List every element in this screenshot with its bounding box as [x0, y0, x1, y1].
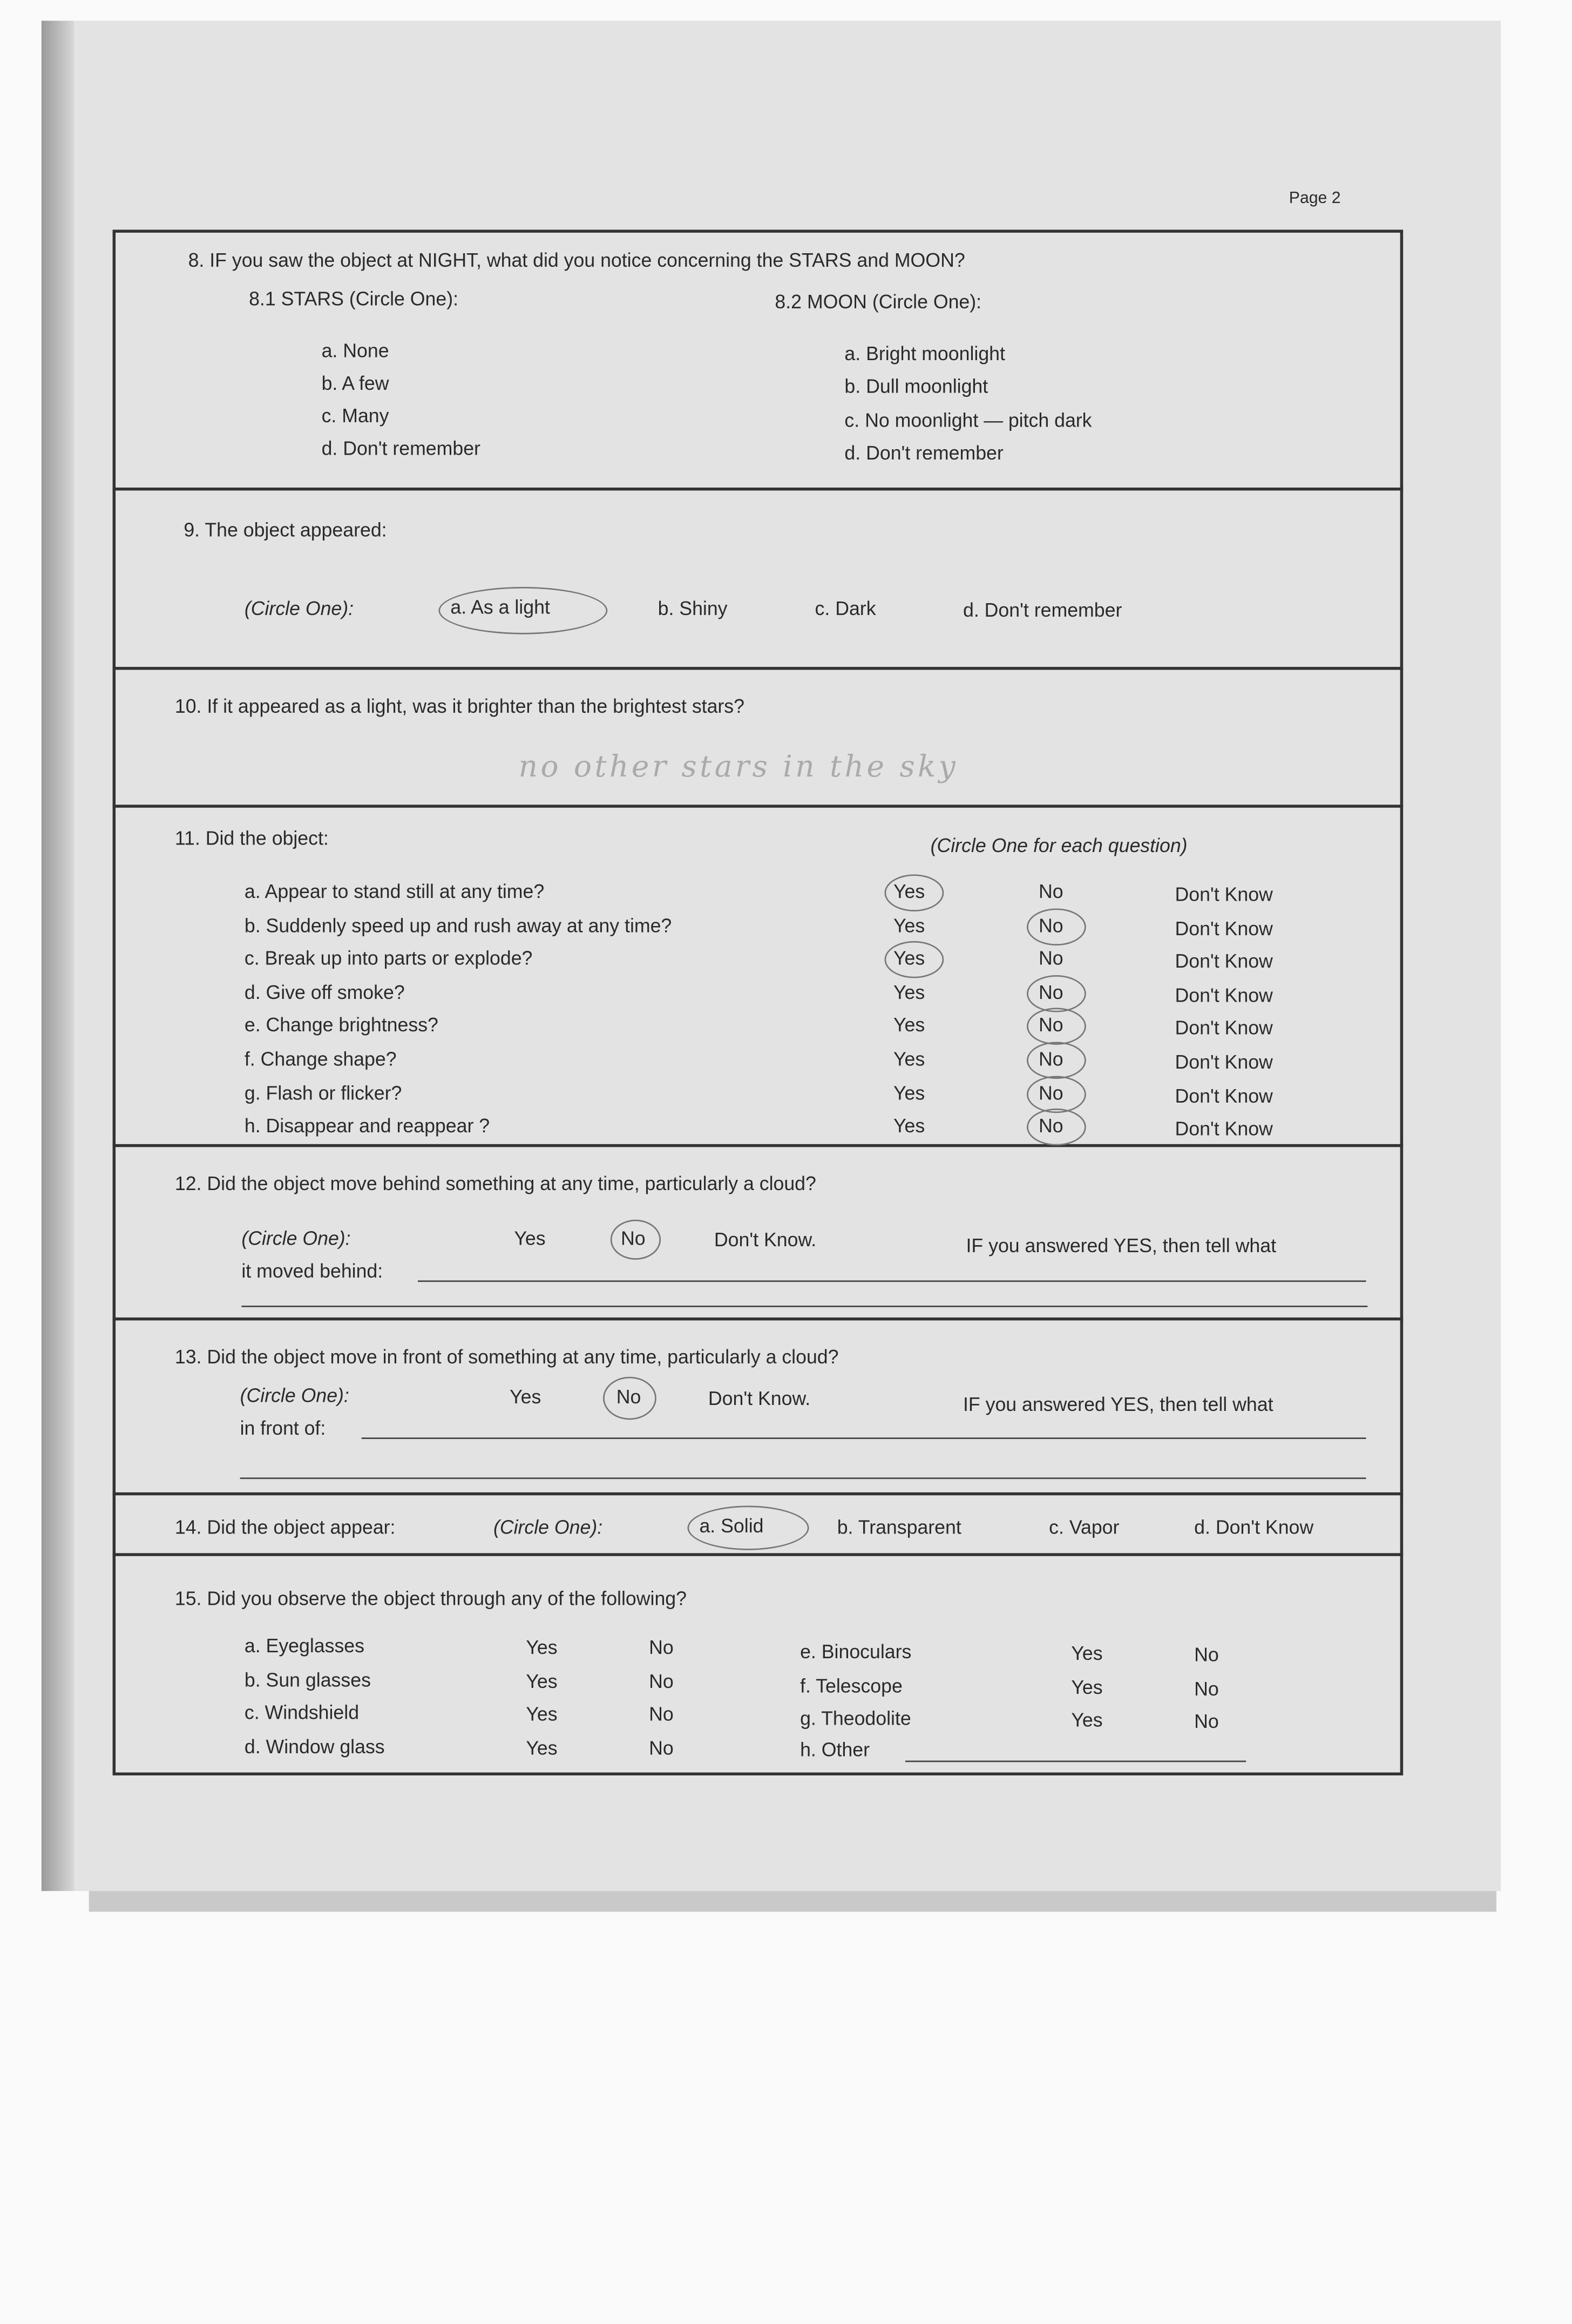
- q11-yes[interactable]: Yes: [893, 1081, 925, 1104]
- q11-no[interactable]: No: [1038, 947, 1063, 970]
- q15-item: a. Eyeglasses: [244, 1634, 365, 1657]
- q11-no[interactable]: No: [1038, 914, 1063, 936]
- q9-option[interactable]: c. Dark: [815, 597, 876, 620]
- q13-if-text: IF you answered YES, then tell what: [963, 1393, 1273, 1416]
- q12-dont-know[interactable]: Don't Know.: [714, 1228, 817, 1251]
- stars-option[interactable]: c. Many: [321, 404, 389, 427]
- q11-row-question: c. Break up into parts or explode?: [244, 947, 533, 970]
- q11-row-question: b. Suddenly speed up and rush away at any time?: [244, 914, 672, 936]
- q11-no[interactable]: No: [1038, 981, 1063, 1003]
- divider: [113, 488, 1404, 490]
- q11-dont-know[interactable]: Don't Know: [1175, 1084, 1273, 1107]
- q14-option[interactable]: b. Transparent: [837, 1516, 961, 1538]
- q15-no[interactable]: No: [649, 1703, 674, 1725]
- q15-item: d. Window glass: [244, 1734, 385, 1757]
- q11-dont-know[interactable]: Don't Know: [1175, 1050, 1273, 1073]
- q11-instruction: (Circle One for each question): [930, 834, 1188, 857]
- q12-circle-label: (Circle One):: [241, 1227, 351, 1249]
- q15-other-label: h. Other: [800, 1738, 870, 1761]
- q15-no[interactable]: No: [649, 1636, 674, 1659]
- q12-yes[interactable]: Yes: [514, 1227, 546, 1249]
- q12-if-text: IF you answered YES, then tell what: [966, 1234, 1277, 1257]
- scan-shadow: [89, 1891, 1496, 1911]
- q15-yes[interactable]: Yes: [526, 1669, 558, 1692]
- q11-yes[interactable]: Yes: [893, 880, 925, 903]
- q11-text: 11. Did the object:: [174, 827, 329, 849]
- divider: [113, 667, 1404, 670]
- q11-no[interactable]: No: [1038, 1081, 1063, 1104]
- answer-circle: [885, 941, 944, 978]
- answer-circle: [1027, 975, 1086, 1012]
- q11-row-question: e. Change brightness?: [244, 1014, 438, 1037]
- divider: [113, 1144, 1404, 1147]
- answer-circle: [603, 1377, 656, 1420]
- divider: [113, 1553, 1404, 1556]
- q15-item: e. Binoculars: [800, 1640, 912, 1663]
- q15-yes[interactable]: Yes: [526, 1736, 558, 1759]
- q15-item: c. Windshield: [244, 1701, 360, 1724]
- q11-dont-know[interactable]: Don't Know: [1175, 916, 1273, 939]
- divider: [113, 1318, 1404, 1320]
- q14-text: 14. Did the object appear:: [174, 1516, 396, 1538]
- q11-no[interactable]: No: [1038, 1114, 1063, 1137]
- answer-line[interactable]: [240, 1477, 1366, 1479]
- stars-option[interactable]: b. A few: [321, 371, 389, 395]
- q12-no-circled[interactable]: No: [620, 1227, 646, 1249]
- q11-dont-know[interactable]: Don't Know: [1175, 983, 1273, 1006]
- q9-circle-label: (Circle One):: [244, 597, 354, 620]
- q11-yes[interactable]: Yes: [893, 1048, 925, 1070]
- answer-circle: [1027, 1042, 1086, 1079]
- q13-no-circled[interactable]: No: [616, 1386, 641, 1408]
- q15-no[interactable]: No: [1194, 1677, 1219, 1699]
- moon-option[interactable]: d. Don't remember: [844, 441, 1004, 464]
- q9-option-circled[interactable]: a. As a light: [450, 596, 550, 618]
- q11-dont-know[interactable]: Don't Know: [1175, 883, 1273, 906]
- moon-option[interactable]: c. No moonlight — pitch dark: [844, 409, 1092, 431]
- q13-follow-label: in front of:: [240, 1416, 326, 1440]
- q15-item: g. Theodolite: [800, 1707, 911, 1730]
- q15-yes[interactable]: Yes: [1071, 1642, 1103, 1665]
- q12-follow-label: it moved behind:: [241, 1259, 383, 1282]
- q9-text: 9. The object appeared:: [184, 518, 387, 541]
- q12-text: 12. Did the object move behind something at any time, particularly a cloud?: [174, 1172, 816, 1195]
- q11-yes[interactable]: Yes: [893, 1114, 925, 1137]
- q11-dont-know[interactable]: Don't Know: [1175, 950, 1273, 972]
- q14-circle-label: (Circle One):: [493, 1516, 603, 1538]
- q9-option[interactable]: b. Shiny: [658, 597, 728, 620]
- divider: [113, 1492, 1404, 1495]
- q15-yes[interactable]: Yes: [526, 1636, 558, 1659]
- q13-text: 13. Did the object move in front of something at any time, particularly a cloud?: [174, 1346, 839, 1368]
- q10-text: 10. If it appeared as a light, was it brighter than the brightest stars?: [174, 695, 745, 718]
- q13-dont-know[interactable]: Don't Know.: [708, 1387, 811, 1410]
- q15-item: f. Telescope: [800, 1674, 903, 1697]
- page-number: Page 2: [1289, 190, 1341, 208]
- q11-no[interactable]: No: [1038, 880, 1063, 903]
- answer-line[interactable]: [905, 1761, 1246, 1762]
- q15-no[interactable]: No: [649, 1669, 674, 1692]
- stars-option[interactable]: a. None: [321, 339, 389, 362]
- stars-option[interactable]: d. Don't remember: [321, 437, 480, 460]
- q15-text: 15. Did you observe the object through any of the following?: [174, 1587, 687, 1610]
- scan-edge: [42, 21, 74, 1891]
- q8-stars-label: 8.1 STARS (Circle One):: [249, 287, 459, 310]
- answer-circle: [438, 587, 607, 634]
- q15-no[interactable]: No: [1194, 1643, 1219, 1666]
- answer-line[interactable]: [418, 1280, 1366, 1282]
- q15-yes[interactable]: Yes: [526, 1703, 558, 1725]
- answer-line[interactable]: [241, 1306, 1367, 1307]
- moon-option[interactable]: b. Dull moonlight: [844, 375, 988, 397]
- q13-circle-label: (Circle One):: [240, 1384, 349, 1407]
- q14-option-circled[interactable]: a. Solid: [699, 1514, 764, 1537]
- q15-no[interactable]: No: [649, 1736, 674, 1759]
- q11-row-question: h. Disappear and reappear ?: [244, 1114, 490, 1137]
- answer-circle: [1027, 908, 1086, 945]
- q9-option[interactable]: d. Don't remember: [963, 598, 1122, 621]
- answer-circle: [885, 874, 944, 911]
- q11-no[interactable]: No: [1038, 1048, 1063, 1070]
- answer-circle: [1027, 1109, 1086, 1146]
- moon-option[interactable]: a. Bright moonlight: [844, 342, 1005, 365]
- q15-yes[interactable]: Yes: [1071, 1675, 1103, 1698]
- q8-moon-label: 8.2 MOON (Circle One):: [775, 290, 982, 313]
- q15-yes[interactable]: Yes: [1071, 1708, 1103, 1731]
- q14-option[interactable]: d. Don't Know: [1194, 1516, 1314, 1538]
- q11-yes[interactable]: Yes: [893, 914, 925, 936]
- divider: [113, 805, 1404, 807]
- q15-item: b. Sun glasses: [244, 1668, 371, 1691]
- q11-no[interactable]: No: [1038, 1014, 1063, 1037]
- answer-circle: [1027, 1075, 1086, 1112]
- q11-row-question: f. Change shape?: [244, 1048, 397, 1070]
- q13-yes[interactable]: Yes: [510, 1386, 541, 1408]
- q11-yes[interactable]: Yes: [893, 947, 925, 970]
- q8-text: 8. IF you saw the object at NIGHT, what did you notice concerning the STARS and MOON?: [188, 249, 965, 272]
- handwritten-answer: no other stars in the sky: [518, 748, 959, 784]
- q11-yes[interactable]: Yes: [893, 981, 925, 1003]
- q11-yes[interactable]: Yes: [893, 1014, 925, 1037]
- q11-dont-know[interactable]: Don't Know: [1175, 1017, 1273, 1040]
- q15-no[interactable]: No: [1194, 1710, 1219, 1733]
- answer-circle: [687, 1506, 809, 1550]
- q11-row-question: a. Appear to stand still at any time?: [244, 880, 545, 903]
- q11-row-question: d. Give off smoke?: [244, 981, 405, 1003]
- q11-row-question: g. Flash or flicker?: [244, 1081, 402, 1104]
- q11-dont-know[interactable]: Don't Know: [1175, 1117, 1273, 1140]
- q14-option[interactable]: c. Vapor: [1049, 1516, 1120, 1538]
- answer-line[interactable]: [362, 1437, 1366, 1439]
- answer-circle: [611, 1220, 661, 1260]
